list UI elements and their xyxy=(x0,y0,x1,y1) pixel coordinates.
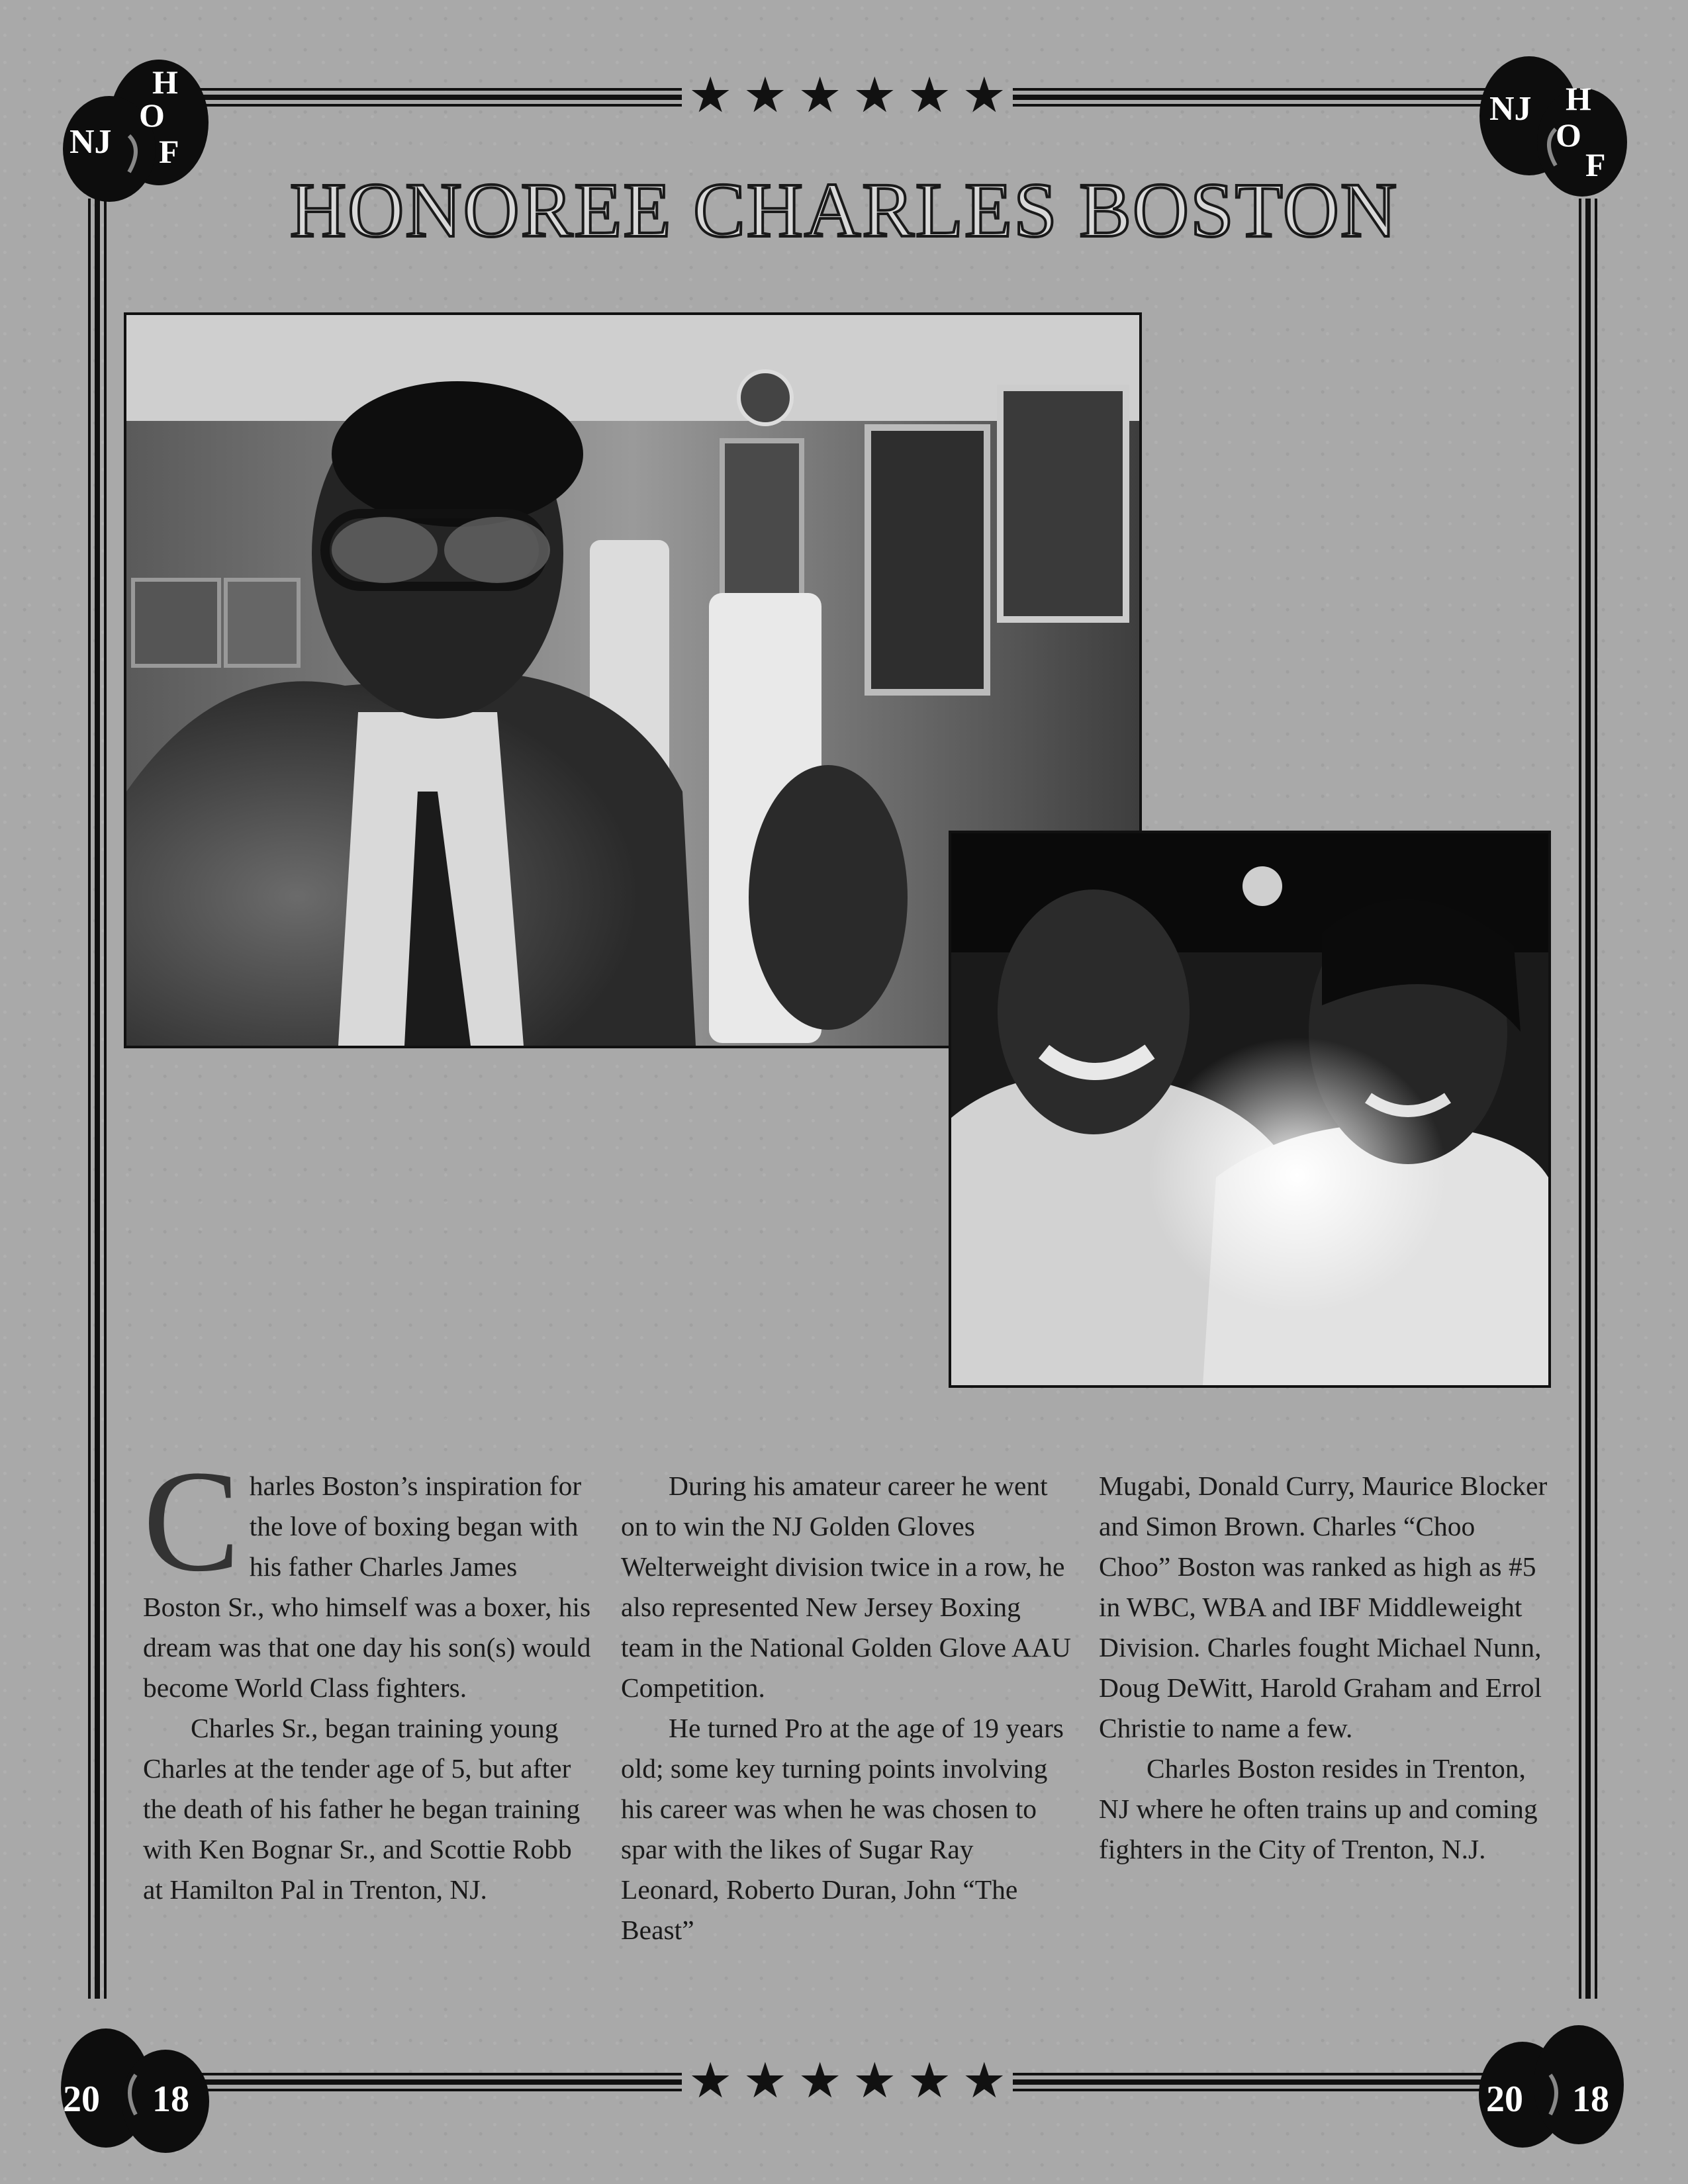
star-icon: ★ xyxy=(798,69,842,123)
logo-nj-text: NJ xyxy=(70,123,112,161)
logo-year-left-text: 20 xyxy=(63,2079,100,2120)
photo-image xyxy=(951,833,1548,1385)
star-row-top xyxy=(688,69,1006,123)
logo-f-text: F xyxy=(1585,146,1606,183)
logo-f-text: F xyxy=(159,133,179,170)
logo-o-text: O xyxy=(1556,116,1581,154)
star-icon: ★ xyxy=(688,2054,733,2109)
paragraph: He turned Pro at the age of 19 years old; some key turning points involving his career was when he was chosen to spar with the likes of Sugar Ray Leonard, Roberto Duran, John “The Beast” xyxy=(621,1713,1064,1945)
logo-h-text: H xyxy=(1566,80,1591,117)
drop-cap: C xyxy=(143,1440,240,1602)
article-column-1 xyxy=(143,1440,593,1910)
star-icon: ★ xyxy=(798,2054,842,2109)
paragraph: During his amateur career he went on to win the NJ Golden Gloves Welterweight division twice in a row, he also represented New Jersey Boxing team in the National Golden Glove AAU Competition. xyxy=(621,1471,1071,1703)
year-logo-bottom-right xyxy=(1476,2002,1628,2154)
star-icon: ★ xyxy=(907,2054,952,2109)
article-column-3 xyxy=(1099,1466,1549,1870)
article-column-2 xyxy=(621,1466,1078,1950)
star-icon: ★ xyxy=(962,2054,1006,2109)
star-icon: ★ xyxy=(688,69,733,123)
logo-o-text: O xyxy=(139,97,165,134)
logo-year-right-text: 18 xyxy=(152,2079,189,2120)
star-icon: ★ xyxy=(853,2054,897,2109)
logo-nj-text: NJ xyxy=(1489,90,1532,128)
year-logo-bottom-left xyxy=(60,2002,212,2154)
logo-year-right-text: 18 xyxy=(1572,2079,1609,2120)
star-row-bottom xyxy=(688,2054,1006,2109)
paragraph: Mugabi, Donald Curry, Maurice Blocker and Simon Brown. Charles “Choo Choo” Boston was ranked as high as #5 in WBC, WBA and IBF Middleweight Division. Charles fought Michael Nunn, Doug DeWitt, Harold Graham and Errol Christie to name a few. xyxy=(1099,1471,1548,1743)
star-icon: ★ xyxy=(907,69,952,123)
logo-year-left-text: 20 xyxy=(1486,2079,1523,2120)
star-icon: ★ xyxy=(743,2054,788,2109)
star-icon: ★ xyxy=(743,69,788,123)
page-title: HONOREE CHARLES BOSTON xyxy=(289,167,1399,253)
star-icon: ★ xyxy=(853,69,897,123)
paragraph: harles Boston’s inspiration for the love of boxing began with his father Charles James Boston Sr., who himself was a boxer, his dream was that one day his son(s) would become World Class fighters. xyxy=(143,1471,591,1703)
logo-h-text: H xyxy=(152,64,178,101)
photo-two-fighters xyxy=(949,831,1551,1388)
paragraph: Charles Boston resides in Trenton, NJ where he often trains up and coming fighters in the City of Trenton, N.J. xyxy=(1099,1753,1538,1864)
star-icon: ★ xyxy=(962,69,1006,123)
paragraph: Charles Sr., began training young Charles at the tender age of 5, but after the death of his father he began training with Ken Bognar Sr., and Scottie Robb at Hamilton Pal in Trenton, NJ. xyxy=(143,1713,581,1905)
